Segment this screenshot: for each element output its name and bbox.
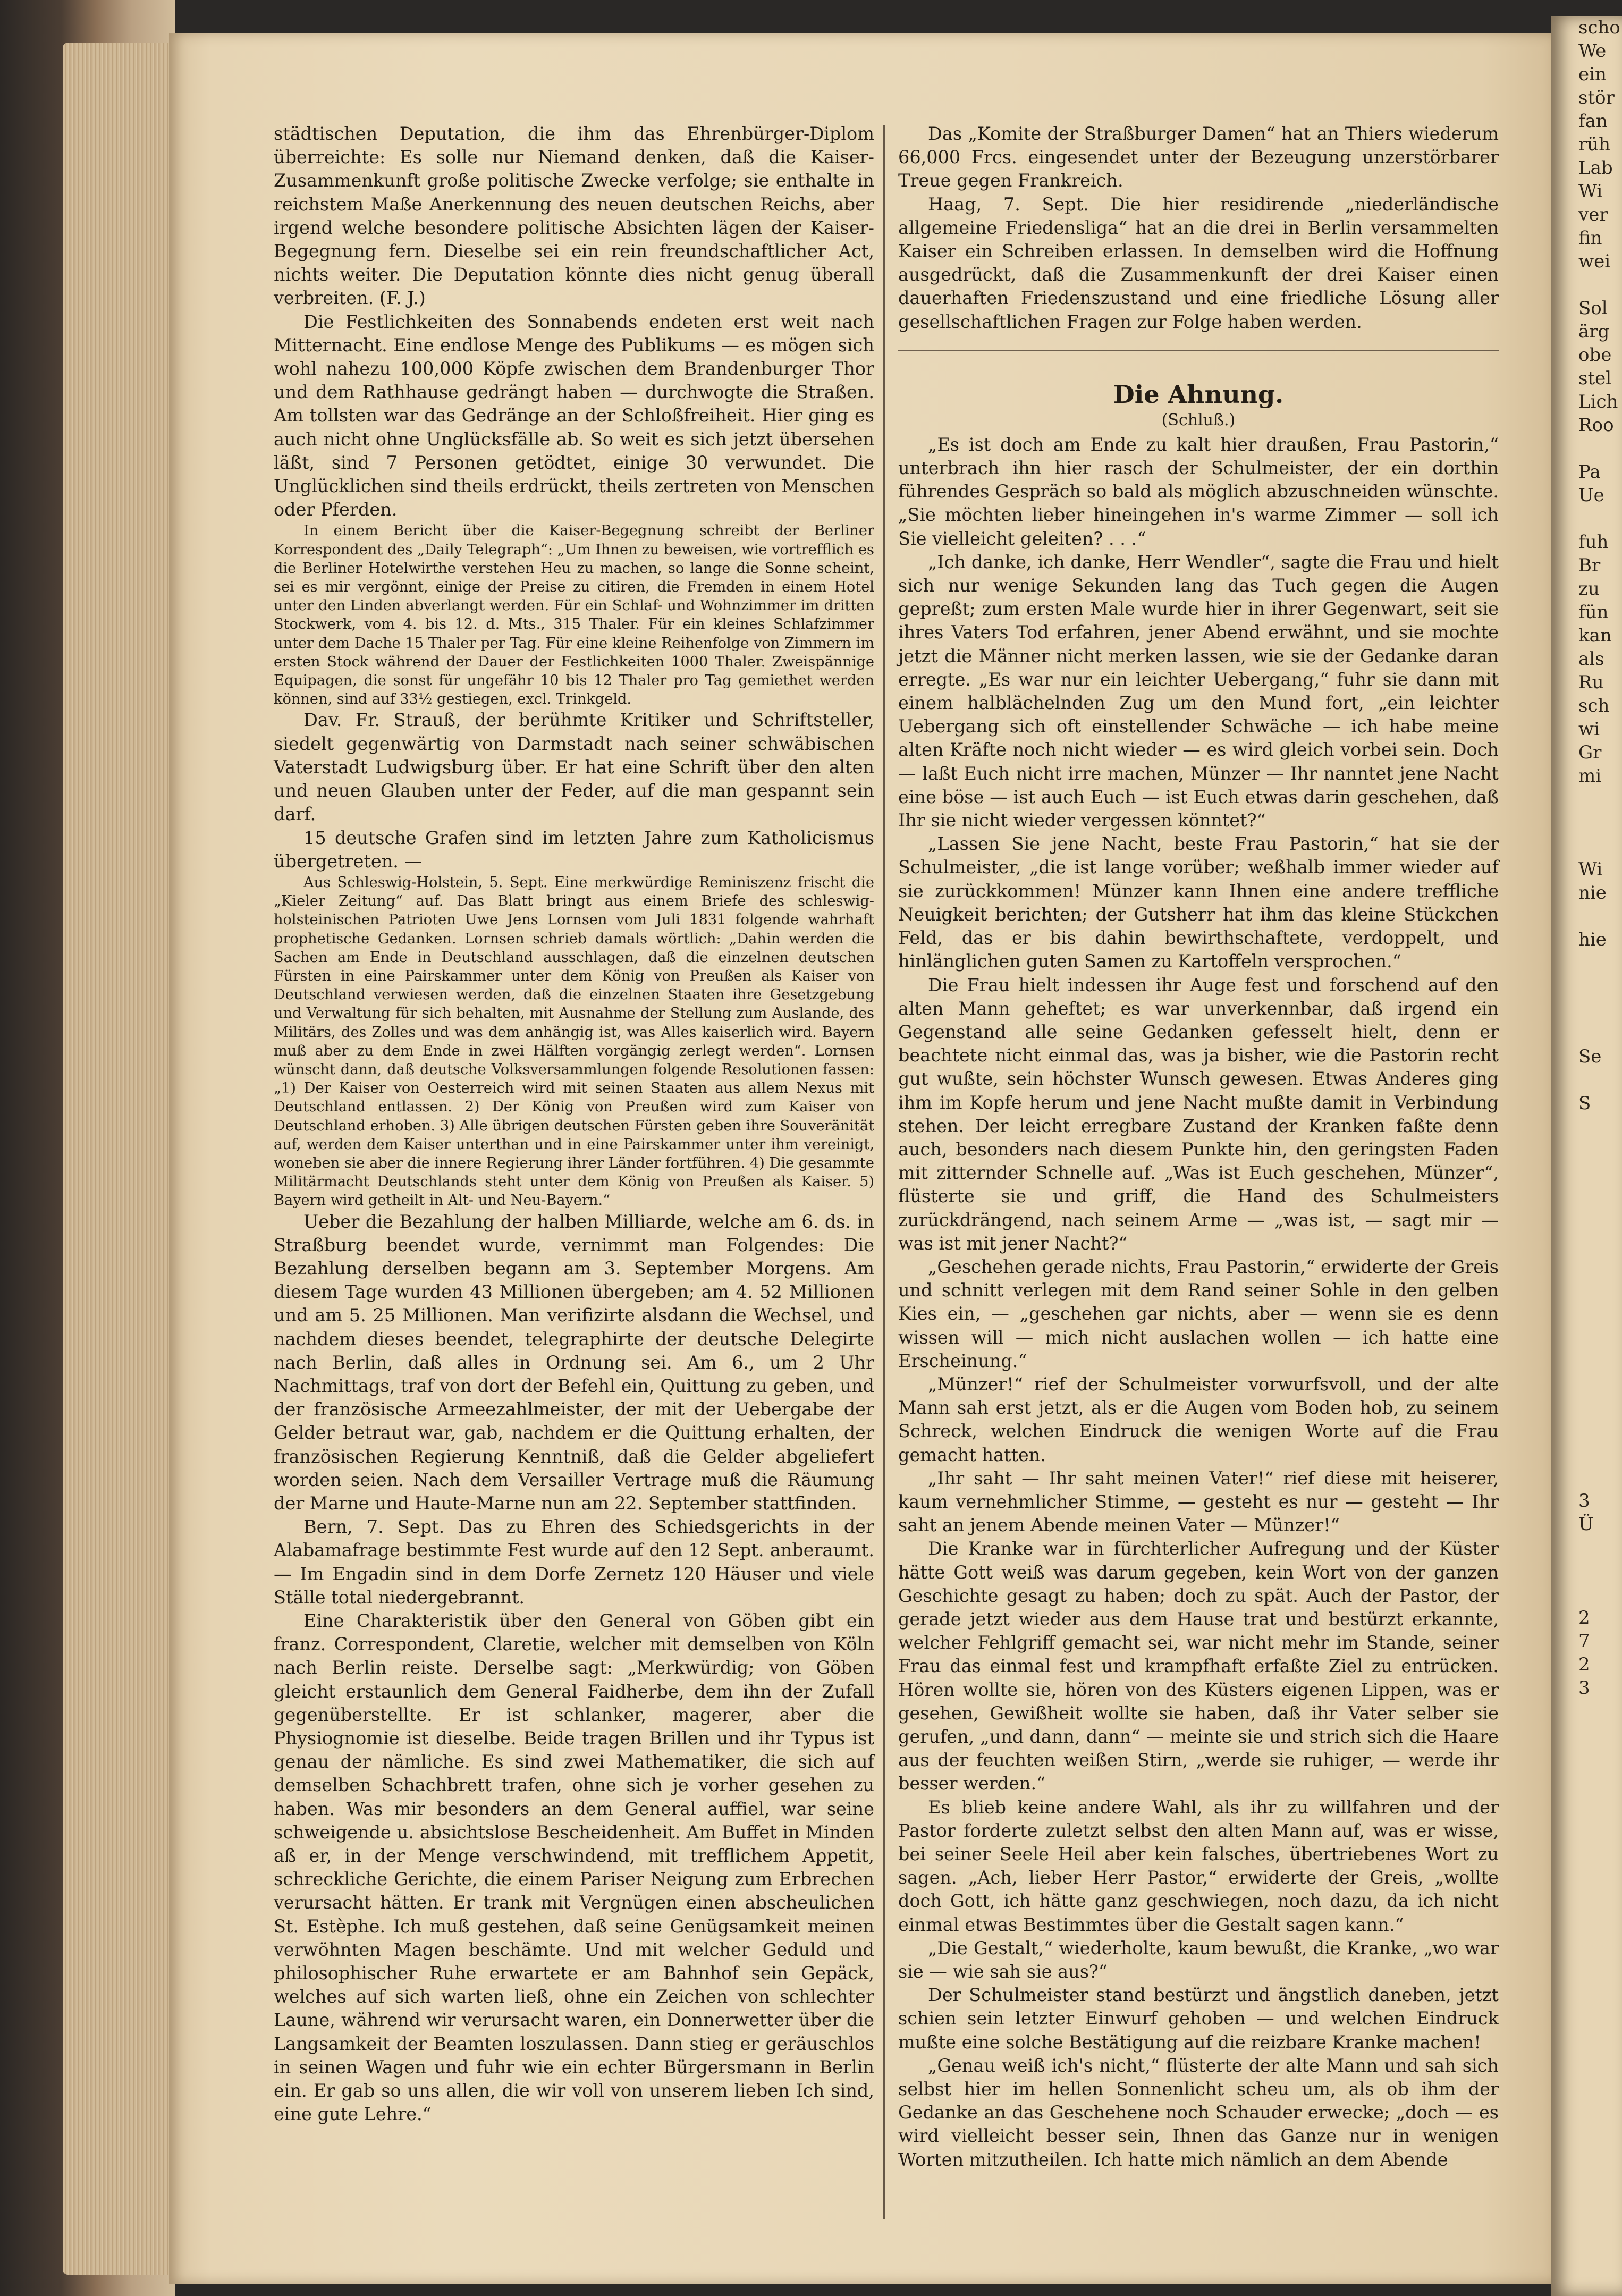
next-page-fragment bbox=[1551, 1326, 1622, 1349]
next-page-fragment bbox=[1551, 1022, 1622, 1045]
next-page-fragment: stel bbox=[1578, 368, 1612, 389]
article-paragraph: Die Kranke war in fürchterlicher Aufregung und der Küster hätte Gott weiß was darum gegeben, kein Wort von der ganzen Geschichte gesagt zu haben; doch zu spät. Auch der Pastor, der gerade jetzt wieder aus dem Hause trat und bestürzt erkannte, welcher Fehlgriff gemacht sei, war nicht mehr im Stande, seiner Frau das einmal fest und krampfhaft erfaßte Ziel zu entrücken. Hören wollte sie, hören von des Küsters eigenen Lippen, was er gesehen, Gewißheit wollte sie haben, daß ihr Vater selber sie gerufen, „und dann, dann“ — meinte sie und strich sich die Haare aus der feuchten weißen Stirn, „werde sie ruhiger, — werde ihr besser werden.“ bbox=[898, 1538, 1499, 1794]
next-page-fragment bbox=[1551, 1302, 1622, 1326]
next-page-fragment: Lab bbox=[1578, 157, 1613, 179]
next-page-fragment: wi bbox=[1578, 719, 1600, 740]
story-body bbox=[898, 433, 1499, 2172]
next-page-fragment: Gr bbox=[1578, 742, 1602, 763]
next-page-fragment: 2 bbox=[1578, 1654, 1590, 1675]
next-page-fragment bbox=[1551, 1255, 1622, 1279]
next-page-fragment bbox=[1551, 1279, 1622, 1302]
next-page-fragment: ärg bbox=[1578, 321, 1610, 342]
article-paragraph: Bern, 7. Sept. Das zu Ehren des Schiedsgerichts in der Alabamafrage bestimmte Fest wurde auf den 12 Sept. anberaumt. — Im Engadin sind in dem Dorfe Zernetz 120 Häuser und viele Ställe total niedergebrannt. bbox=[274, 1516, 874, 1608]
next-page-fragment bbox=[1551, 1349, 1622, 1372]
next-page-fragment bbox=[1551, 951, 1622, 975]
next-page-fragment bbox=[1551, 1559, 1622, 1583]
article-paragraph: 15 deutsche Grafen sind im letzten Jahre zum Katholicismus übergetreten. — bbox=[274, 827, 874, 872]
next-page-fragment: zu bbox=[1578, 578, 1600, 600]
next-page-fragment: Br bbox=[1578, 555, 1601, 576]
next-page-fragment bbox=[1551, 811, 1622, 834]
article-paragraph: Die Festlichkeiten des Sonnabends endeten erst weit nach Mitternacht. Eine endlose Menge des Publikums — es mögen sich wohl nahezu 100,000 Köpfe zwischen dem Brandenburger Thor und dem Rathhause gedrängt haben — durchwogte die Straßen. Am tollsten war das Gedränge an der Schloßfreiheit. Hier ging es auch nicht ohne Unglücksfälle ab. So weit es sich jetzt übersehen läßt, sind 7 Personen getödtet, einige 30 verwundet. Die Unglücklichen sind theils erdrückt, theils zertreten von Menschen oder Pferden. bbox=[274, 311, 874, 520]
next-page-fragment bbox=[1551, 1232, 1622, 1255]
next-page-fragment: kan bbox=[1578, 625, 1612, 646]
next-page-fragment bbox=[1551, 1419, 1622, 1442]
section-divider bbox=[898, 350, 1499, 351]
article-paragraph: Es blieb keine andere Wahl, als ihr zu willfahren und der Pastor forderte zuletzt selbst den alten Mann auf, was er wisse, bei seiner Seele Heil aber kein falsches, übertriebenes Wort zu sagen. „Ach, lieber Herr Pastor,“ erwiderte der Greis, „wollte doch Gott, ich hätte ganz geschwiegen, noch dazu, da ich nicht einmal etwas Bestimmtes über die Gestalt sagen kann.“ bbox=[898, 1796, 1499, 1935]
next-page-fragment: Ue bbox=[1578, 485, 1604, 506]
next-page-fragment bbox=[1551, 1138, 1622, 1162]
next-page-fragment: obe bbox=[1578, 344, 1612, 366]
next-page-fragment: fuh bbox=[1578, 531, 1609, 553]
left-column bbox=[274, 122, 874, 2126]
next-page-fragment: fin bbox=[1578, 227, 1602, 249]
article-paragraph: Der Schulmeister stand bestürzt und ängstlich daneben, jetzt schien sein letzter Einwurf gehoben — und welchen Eindruck mußte eine solche Bestätigung auf die reizbare Kranke machen! bbox=[898, 1985, 1499, 2053]
next-page-fragment: Sol bbox=[1578, 298, 1608, 319]
next-page-fragment: stör bbox=[1578, 87, 1615, 108]
next-page-fragment bbox=[1551, 1209, 1622, 1232]
next-page-fragment bbox=[1551, 1162, 1622, 1185]
next-page-fragment bbox=[1551, 437, 1622, 460]
column-divider bbox=[883, 125, 885, 2219]
next-page-fragment: S bbox=[1578, 1093, 1591, 1114]
next-page-fragment bbox=[1551, 975, 1622, 998]
article-paragraph: Ueber die Bezahlung der halben Milliarde, welche am 6. ds. in Straßburg beendet wurde, vernimmt man Folgendes: Die Bezahlung derselben begann am 3. September Morgens. Am diesem Tage wurden 43 Millionen übergeben; am 4. 52 Millionen und am 5. 25 Millionen. Man verifizirte alsdann die Wechsel, und nachdem dieses beendet, telegraphirte der deutsche Delegirte nach Berlin, daß alles in Ordnung sei. Am 6., um 2 Uhr Nachmittags, traf von dort der Befehl ein, Quittung zu geben, und der französische Armeezahlmeister, der mit der Uebergabe der Gelder betraut war, gab, nachdem er die Quittung erhalten, der französischen Regierung Kenntniß, daß die Gelder abgeliefert worden seien. Nach dem Versailler Vertrage muß die Räumung der Marne und Haute-Marne nun am 22. September stattfinden. bbox=[274, 1211, 874, 1514]
article-paragraph: „Die Gestalt,“ wiederholte, kaum bewußt, die Kranke, „wo war sie — wie sah sie aus?“ bbox=[898, 1937, 1499, 1982]
next-page-fragment: hie bbox=[1578, 929, 1607, 950]
next-page-fragment: als bbox=[1578, 648, 1604, 670]
article-paragraph: „Ihr saht — Ihr saht meinen Vater!“ rief diese mit heiserer, kaum vernehmlicher Stimme, — gesteht es nur — gesteht — Ihr saht an jenem Abende meinen Vater — Münzer!“ bbox=[898, 1467, 1499, 1536]
next-page-fragment bbox=[1551, 1466, 1622, 1489]
next-page-fragment: scho bbox=[1578, 17, 1620, 38]
next-page-fragment bbox=[1551, 834, 1622, 858]
next-page-fragment bbox=[1551, 1396, 1622, 1419]
next-page-fragment: nie bbox=[1578, 882, 1607, 904]
next-page-fragment: fün bbox=[1578, 602, 1609, 623]
next-page-fragment bbox=[1551, 788, 1622, 811]
next-page-fragment bbox=[1551, 1115, 1622, 1138]
next-page-fragment: Roo bbox=[1578, 415, 1614, 436]
article-paragraph: Eine Charakteristik über den General von Göben gibt ein franz. Correspondent, Claretie, welcher mit demselben von Köln nach Berlin reiste. Derselbe sagt: „Merkwürdig; von Göben gleicht erstaunlich dem General Faidherbe, dem ihn der Zufall gegenüberstellte. Er ist schlanker, magerer, aber die Physiognomie ist dieselbe. Beide tragen Brillen und ihr Typus ist genau der nämliche. Es sind zwei Mathematiker, die sich auf demselben Schachbrett trafen, ohne sich je vorher gesehen zu haben. Was mir besonders an dem General auffiel, war seine schweigende u. absichtslose Bescheidenheit. Am Buffet in Minden aß er, in der Menge verschwindend, mit trefflichem Appetit, schreckliche Gerichte, die einem Pariser Neigung zum Erbrechen verursacht hätten. Er trank mit Vergnügen einen abscheulichen St. Estèphe. Ich muß gestehen, daß seine Genügsamkeit meinen verwöhnten Magen beschämte. Und mit welcher Geduld und philosophischer Ruhe erwartete er am Bahnhof sein Gepäck, welches auf sich warten ließ, ohne ein Zeichen von schlechter Laune, während wir verursacht waren, ein Donnerwetter über die Langsamkeit der Beamten loszulassen. Dann stieg er geräuschlos in seinen Wagen und fuhr wie ein echter Bürgersmann in Berlin ein. Er gab so uns allen, die wir voll von unserem lieben Ich sind, eine gute Lehre.“ bbox=[274, 1610, 874, 2125]
next-page-fragment: 7 bbox=[1578, 1631, 1590, 1652]
next-page-fragment: ver bbox=[1578, 204, 1608, 225]
article-paragraph: städtischen Deputation, die ihm das Ehrenbürger-Diplom überreichte: Es solle nur Niemand denken, daß die Kaiser-Zusammenkunft große politische Zwecke verfolge; sie enthalte in reichstem Maße Anerkennung des neuen deutschen Reichs, aber irgend welche besondere politische Absichten lägen der Kaiser-Begegnung fern. Dieselbe sei ein rein freundschaftlicher Act, nichts weiter. Die Deputation könnte dies nicht genug überall verbreiten. (F. J.) bbox=[274, 123, 874, 309]
next-page-fragment: wei bbox=[1578, 251, 1611, 272]
story-title: Die Ahnung. bbox=[1113, 379, 1284, 409]
next-page-fragment: Wi bbox=[1578, 859, 1603, 880]
next-page-fragment: rüh bbox=[1578, 134, 1611, 155]
next-page-fragment: Se bbox=[1578, 1046, 1602, 1067]
next-page-fragment bbox=[1551, 998, 1622, 1022]
article-paragraph: „Es ist doch am Ende zu kalt hier draußen, Frau Pastorin,“ unterbrach ihn hier rasch der Schulmeister, der ein dorthin führendes Gespräch so bald als möglich abzuschneiden wünschte. „Sie möchten lieber hineingehen in's warme Zimmer — soll ich Sie vielleicht geleiten? . . .“ bbox=[898, 434, 1499, 549]
story-subtitle: (Schluß.) bbox=[1161, 410, 1236, 429]
next-page-fragment: Pa bbox=[1578, 461, 1601, 483]
next-page-edge bbox=[1551, 16, 1622, 2296]
next-page-fragment: fan bbox=[1578, 111, 1608, 132]
next-page-fragment: mi bbox=[1578, 765, 1602, 787]
next-page-fragment bbox=[1551, 1442, 1622, 1466]
next-page-fragment: Ü bbox=[1578, 1514, 1594, 1535]
page-stack-edge bbox=[63, 43, 185, 2275]
article-paragraph: „Ich danke, ich danke, Herr Wendler“, sagte die Frau und hielt sich nur wenige Sekunden lang das Tuch gegen die Augen gepreßt; zum ersten Male wurde hier in ihrer Gegenwart, seit sie ihres Vaters Tod erfahren, jener Abend erwähnt, und sie mochte jetzt die Männer nicht merken lassen, wie sie der Gedanke daran erregte. „Es war nur ein leichter Uebergang,“ fuhr sie dann mit einem halblächelnden Zug um den Mund fort, „ein leichter Uebergang sich oft einstellender Schwäche — ich habe meine alten Kräfte noch nicht wieder — es wird gleich vorbei sein. Doch — laßt Euch nicht irre machen, Münzer — Ihr nanntet jene Nacht eine böse — ist auch Euch — ist Euch etwas darin geschehen, daß Ihr sie nicht wieder vergessen könntet?“ bbox=[898, 551, 1499, 831]
next-page-fragment bbox=[1551, 1536, 1622, 1559]
next-page-fragment bbox=[1551, 1185, 1622, 1209]
next-page-fragment bbox=[1551, 507, 1622, 530]
next-page-fragment bbox=[1551, 905, 1622, 928]
small-print-paragraph: Aus Schleswig-Holstein, 5. Sept. Eine merkwürdige Reminiszenz frischt die „Kieler Zeitung“ auf. Das Blatt bringt aus einem Briefe des schleswig-holsteinischen Patrioten Uwe Jens Lornsen vom Juli 1831 folgende wahrhaft prophetische Gedanken. Lornsen schrieb damals wörtlich: „Dahin werden die Sachen am Ende in Deutschland ausschlagen, daß die einzelnen deutschen Fürsten in eine Pairskammer unter dem König von Preußen als Kaiser von Deutschland verwiesen werden, daß die einzelnen Staaten ihre Gesetzgebung und Verwaltung für sich behalten, mit Ausnahme der Stellung zum Auslande, des Militärs, des Zolles und was dem anhängig ist, was Alles kaiserlich wird. Bayern muß aber zu dem Ende in zwei Hälften vorgängig zerlegt werden“. Lornsen wünscht dann, daß deutsche Volksversammlungen folgende Resolutionen fassen: „1) Der Kaiser von Oesterreich wird mit seinen Staaten aus allem Nexus mit Deutschland entlassen. 2) Der König von Preußen wird zum Kaiser von Deutschland erhoben. 3) Alle übrigen deutschen Fürsten geben ihre Souveränität auf, werden dem Kaiser unterthan und in eine Pairskammer unter ihm vereinigt, woneben sie aber die innere Regierung ihrer Länder fortführen. 4) Die gesammte Militärmacht Deutschlands steht unter dem König von Preußen als Kaiser. 5) Bayern wird getheilt in Alt- und Neu-Bayern.“ bbox=[274, 874, 874, 1209]
article-paragraph: „Münzer!“ rief der Schulmeister vorwurfsvoll, und der alte Mann sah erst jetzt, als er die Augen vom Boden hob, zu seinem Schreck, welchen Eindruck die wenigen Worte auf die Frau gemacht hatten. bbox=[898, 1373, 1499, 1465]
article-paragraph: „Geschehen gerade nichts, Frau Pastorin,“ erwiderte der Greis und schnitt verlegen mit dem Rand seiner Sohle in den gelben Kies ein, — „geschehen gar nichts, aber — wenn sie es denn wissen will — mich nicht auslachen wollen — ich hatte eine Erscheinung.“ bbox=[898, 1256, 1499, 1371]
next-page-fragment: 2 bbox=[1578, 1607, 1590, 1628]
next-page-fragment bbox=[1551, 1372, 1622, 1396]
next-page-fragment bbox=[1551, 273, 1622, 297]
right-column bbox=[898, 122, 1499, 2172]
article-paragraph: Haag, 7. Sept. Die hier residirende „niederländische allgemeine Friedensliga“ hat an die drei in Berlin versammelten Kaiser ein Schreiben erlassen. In demselben wird die Hoffnung ausgedrückt, daß die Zusammenkunft der drei Kaiser einen dauerhaften Friedenszustand und eine friedliche Lösung aller gesellschaftlichen Fragen zur Folge haben werden. bbox=[898, 193, 1499, 332]
next-page-fragment: We bbox=[1578, 40, 1607, 62]
article-paragraph: Dav. Fr. Strauß, der berühmte Kritiker und Schriftsteller, siedelt gegenwärtig von Darmstadt nach seiner schwäbischen Vaterstadt Ludwigsburg über. Er hat eine Schrift über den alten und neuen Glauben unter der Feder, auf die man gespannt sein darf. bbox=[274, 710, 874, 825]
next-page-fragment bbox=[1551, 1583, 1622, 1606]
small-print-paragraph: In einem Bericht über die Kaiser-Begegnung schreibt der Berliner Korrespondent des „Daily Telegraph“: „Um Ihnen zu beweisen, wie vortrefflich es die Berliner Hotelwirthe verstehen Heu zu machen, so lange die Sonne scheint, sei es mir vergönnt, einige der Preise zu citiren, die Fremden in einem Hotel unter den Linden abverlangt werden. Für ein Schlaf- und Wohnzimmer im dritten Stockwerk, vom 4. bis 12. d. Mts., 315 Thaler. Für ein kleines Schlafzimmer unter dem Dache 15 Thaler per Tag. Für eine kleine Reihenfolge von Zimmern im ersten Stock während der Dauer der Festlichkeiten 1000 Thaler. Zweispännige Equipagen, die sonst für ungefähr 10 bis 12 Thaler pro Tag gemiethet werden können, sind auf 33½ gestiegen, excl. Trinkgeld. bbox=[274, 522, 874, 708]
next-page-fragment: Lich bbox=[1578, 391, 1618, 412]
next-page-fragment: ein bbox=[1578, 64, 1607, 85]
article-paragraph: „Lassen Sie jene Nacht, beste Frau Pastorin,“ hat sie der Schulmeister, „die ist lange vorüber; weßhalb immer wieder auf sie zurückkommen! Münzer kann Ihnen eine andere treffliche Neuigkeit berichten; der Gutsherr hat ihm das kleine Stückchen Feld, das er bis dahin bewirthschaftete, verdoppelt, und hinlänglichen guten Samen zu Kartoffeln versprochen.“ bbox=[898, 833, 1499, 972]
article-paragraph: „Genau weiß ich's nicht,“ flüsterte der alte Mann und sah sich selbst hier im hellen Sonnenlicht scheu um, als ob ihm der Gedanke an das Geschehene noch Schauder erwecke; „doch — es wird vielleicht besser sein, Ihnen das Ganze nur in wenigen Worten mitzutheilen. Ich hatte mich nämlich an dem Abende bbox=[898, 2055, 1499, 2170]
article-paragraph: Die Frau hielt indessen ihr Auge fest und forschend auf den alten Mann geheftet; es war unverkennbar, daß irgend ein Gegenstand alle seine Gedanken gefesselt hielt, denn er beachtete nicht einmal das, was ja bisher, wie die Pastorin recht gut wußte, sein höchster Wunsch gewesen. Etwas Anderes ging ihm im Kopfe herum und jene Nacht mußte damit in Verbindung stehen. Der leicht erregbare Zustand der Kranken faßte denn auch, besonders nach diesem Punkte hin, den geringsten Faden mit zitternder Schnelle auf. „Was ist Euch geschehen, Münzer“, flüsterte sie und griff, die Hand des Schulmeisters zurückdrängend, nach seinem Arme — „was ist, — sagt mir — was ist mit jener Nacht?“ bbox=[898, 974, 1499, 1254]
next-page-fragment: Wi bbox=[1578, 181, 1603, 202]
article-paragraph: Das „Komite der Straßburger Damen“ hat an Thiers wiederum 66,000 Frcs. eingesendet unter der Bezeugung unzerstörbarer Treue gegen Frankreich. bbox=[898, 123, 1499, 191]
next-page-fragment: 3 bbox=[1578, 1677, 1590, 1699]
next-page-fragment bbox=[1551, 1068, 1622, 1092]
next-page-fragment: Ru bbox=[1578, 672, 1604, 693]
right-column-news bbox=[898, 122, 1499, 334]
next-page-fragment: sch bbox=[1578, 695, 1610, 716]
next-page-fragment: 3 bbox=[1578, 1490, 1590, 1512]
